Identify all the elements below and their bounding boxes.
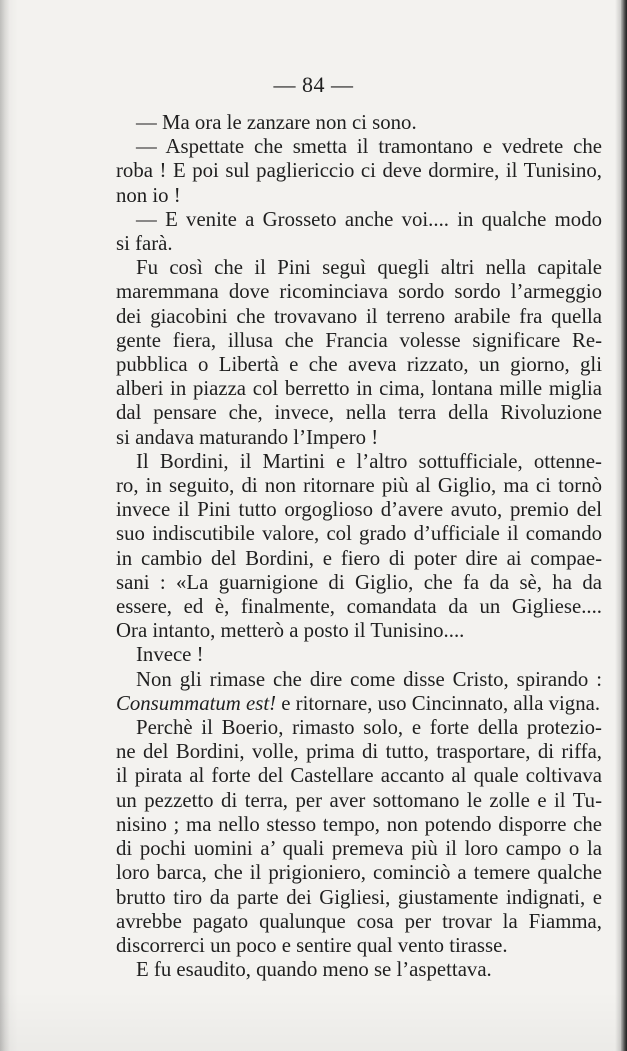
text-line: Perchè il Boerio, rimasto solo, e forte della protezio- (136, 716, 602, 740)
page-right-edge (621, 0, 627, 1051)
text-line: pubblica o Libertà e che aveva rizzato, un giorno, gli (116, 353, 602, 377)
text-line: un pezzetto di terra, per aver sottomano le zolle e il Tu- (116, 788, 602, 812)
text-line: sani : «La guarnigione di Giglio, che fa da sè, ha da (116, 570, 602, 594)
text-line: in cambio del Bordini, e fiero di poter dire ai compae- (116, 546, 602, 570)
italic-phrase: Consummatum est! (116, 691, 277, 715)
text-line: — E venite a Grosseto anche voi.... in qualche modo (136, 207, 602, 231)
document-body (116, 111, 602, 982)
text-line: Ora intanto, metterò a posto il Tunisino.... (116, 619, 465, 643)
text-line: Il Bordini, il Martini e l’altro sottufficiale, ottenne- (136, 449, 602, 473)
text-line: dei giacobini che trovavano il terreno arabile fra quella (116, 304, 602, 328)
text-line: nisino ; ma nello stesso tempo, non potendo disporre che (116, 812, 602, 836)
text-line: ro, in seguito, di non ritornare più al Giglio, ma ci tornò (116, 474, 602, 498)
text-line: ne del Bordini, volle, prima di tutto, trasportare, di riffa, (116, 740, 602, 764)
text-line: brutto tiro da parte dei Gigliesi, giustamente indignati, e (116, 885, 602, 909)
text-line: non io ! (116, 183, 181, 207)
text-line: Invece ! (136, 643, 204, 667)
text-fragment: e ritornare, uso Cincinnato, alla vigna. (281, 691, 601, 715)
page-left-shadow (0, 0, 10, 1051)
text-line: di pochi uomini a’ quali premeva più il loro campo o la (116, 837, 602, 861)
text-line: loro barca, che il prigioniero, cominciò a temere qualche (116, 861, 602, 885)
text-line: E fu esaudito, quando meno se l’aspettava. (136, 958, 492, 982)
text-line: maremmana dove ricominciava sordo sordo l’armeggio (116, 280, 602, 304)
text-line: roba ! E poi sul pagliericcio ci deve dormire, il Tunisino, (116, 159, 602, 183)
text-line: Fu così che il Pini seguì quegli altri nella capitale (136, 256, 602, 280)
text-line: il pirata al forte del Castellare accanto al quale coltivava (116, 764, 602, 788)
text-line: suo indiscutibile valore, col grado d’ufficiale il comando (116, 522, 602, 546)
text-line: si andava maturando l’Impero ! (116, 425, 379, 449)
text-line: dal pensare che, invece, nella terra della Rivoluzione (116, 401, 602, 425)
text-line: — Aspettate che smetta il tramontano e vedrete che (136, 135, 602, 159)
text-line: invece il Pini tutto orgoglioso d’avere avuto, premio del (116, 498, 602, 522)
text-line: Non gli rimase che dire come disse Cristo, spirando : (136, 667, 602, 691)
text-line: — Ma ora le zanzare non ci sono. (136, 111, 417, 134)
page-number: — 84 — (273, 72, 354, 97)
text-line: gente fiera, illusa che Francia volesse significare Re- (116, 328, 602, 352)
text-line: avrebbe pagato qualunque cosa per trovar la Fiamma, (116, 909, 602, 933)
text-line: si farà. (116, 232, 173, 256)
text-line: discorrerci un poco e sentire qual vento tirasse. (116, 933, 508, 957)
text-line (116, 692, 602, 716)
text-line: essere, ed è, finalmente, comandata da un Gigliese.... (116, 595, 602, 619)
text-line: alberi in piazza col berretto in cima, lontana mille miglia (116, 377, 602, 401)
